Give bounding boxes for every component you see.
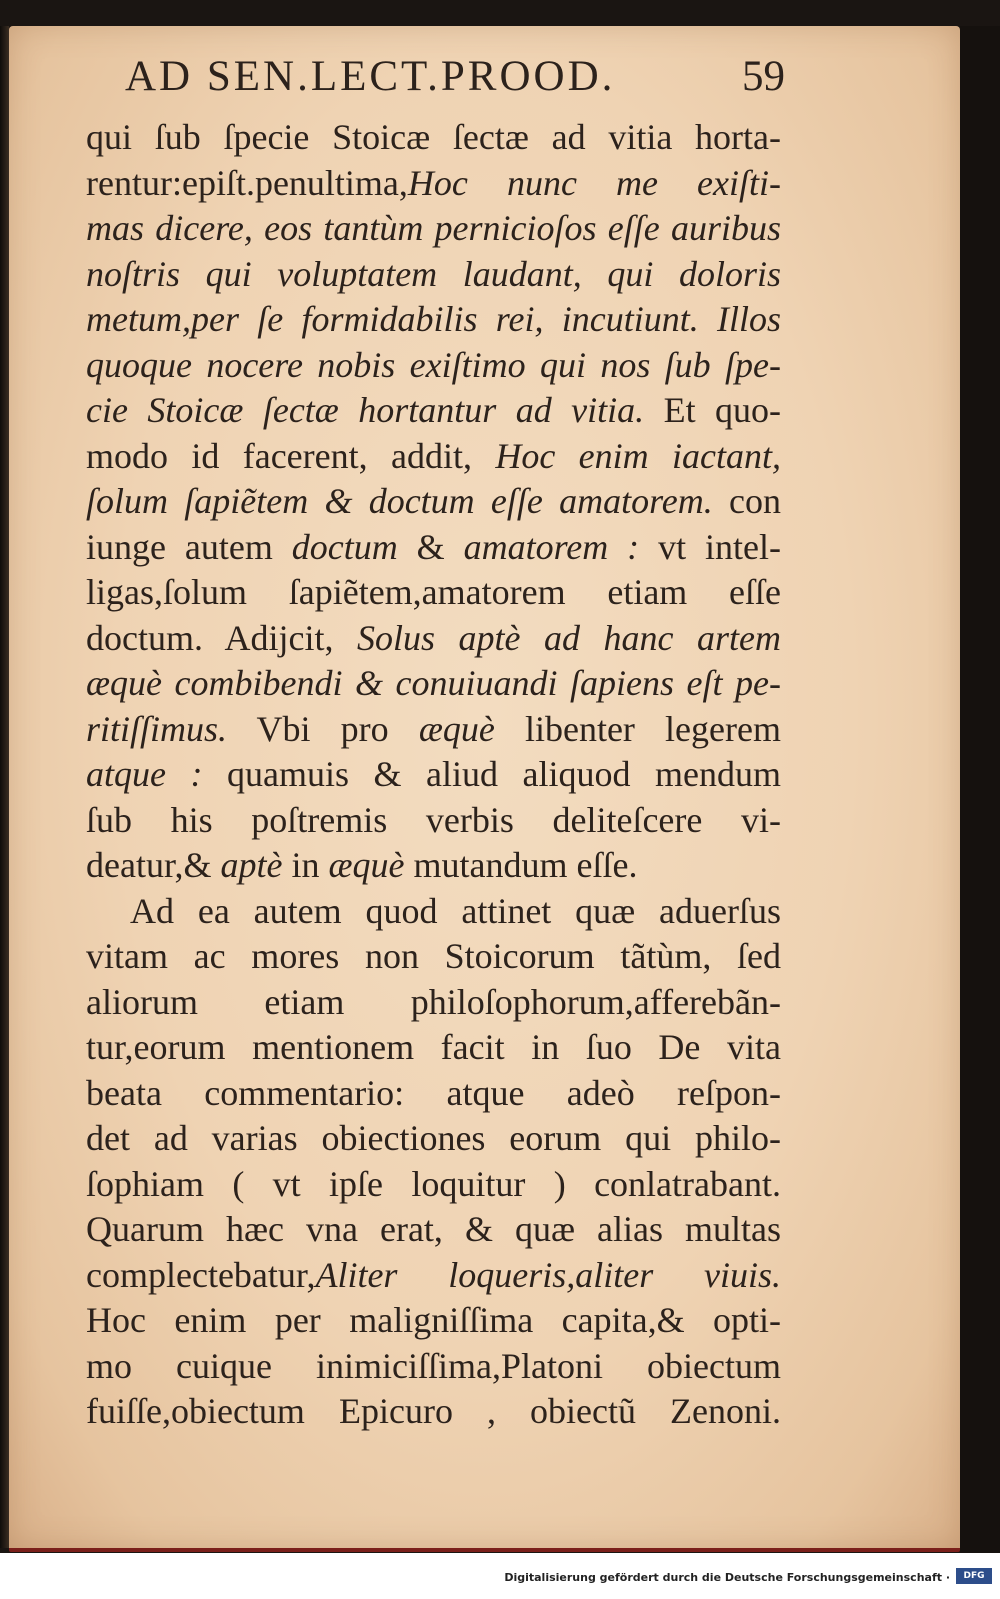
italic-quote: æquè	[418, 708, 495, 749]
text-line	[86, 843, 781, 889]
page-left-edge	[0, 26, 9, 1548]
italic-quote: Solus aptè ad hanc artem	[357, 617, 781, 658]
text-run: Vbi pro	[227, 708, 419, 749]
digitization-credit: Digitalisierung gefördert durch die Deutsche Forschungsgemeinschaft ·	[504, 1571, 950, 1584]
text-line	[86, 434, 781, 480]
italic-quote: æquè	[328, 845, 405, 885]
text-run: Hoc enim per maligniſſima capita,& opti-	[86, 1300, 781, 1340]
running-header	[125, 52, 785, 101]
text-run: ſub his poſtremis verbis deliteſcere vi-	[86, 799, 781, 840]
text-line	[86, 343, 781, 389]
text-run: complectebatur,	[86, 1254, 316, 1295]
italic-quote: æquè combibendi & conuiuandi ſapiens eſt pe-	[86, 663, 781, 703]
text-run: in	[282, 845, 329, 885]
italic-quote: quoque nocere nobis exiſtimo qui nos ſub ſpe-	[86, 344, 781, 385]
italic-quote: mas dicere, eos tantùm pernicioſos eſſe auribus	[86, 208, 781, 248]
text-run: fuiſſe,obiectum Epicuro , obiectũ Zenoni.	[86, 1391, 781, 1431]
text-line	[86, 1344, 781, 1390]
text-run: tur,eorum mentionem facit in ſuo De vita	[86, 1027, 781, 1067]
text-run: &	[397, 526, 464, 567]
text-line	[86, 798, 781, 844]
text-run: Et quo-	[644, 390, 782, 430]
text-line	[86, 297, 781, 343]
text-line	[86, 388, 781, 434]
page-number: 59	[742, 53, 785, 100]
text-line	[86, 1207, 781, 1253]
text-line	[86, 752, 781, 798]
italic-quote: ſolum ſapiẽtem & doctum eſſe amatorem.	[86, 481, 713, 521]
footer-bar	[0, 1553, 1000, 1599]
dfg-logo: DFG	[956, 1568, 992, 1584]
text-line	[86, 1253, 781, 1299]
text-line	[86, 525, 781, 571]
italic-quote: cie Stoicæ ſectæ hortantur ad vitia.	[86, 390, 645, 430]
text-line	[86, 479, 781, 525]
italic-quote: Aliter loqueris,aliter viuis.	[315, 1254, 781, 1295]
text-run: libenter legerem	[494, 708, 781, 749]
italic-quote: amatorem :	[463, 526, 640, 567]
italic-quote: Hoc nunc me exiſti-	[407, 162, 781, 203]
text-line	[86, 161, 781, 207]
text-line	[86, 616, 781, 662]
text-line	[86, 707, 781, 753]
text-run: rentur:epiſt.penultima,	[86, 162, 408, 203]
text-line	[86, 661, 781, 707]
text-run: det ad varias obiectiones eorum qui philo-	[86, 1118, 781, 1158]
text-run: Ad ea autem quod attinet quæ aduerſus	[130, 890, 781, 931]
body-text	[86, 115, 781, 1435]
text-run: modo id facerent, addit,	[86, 435, 496, 476]
text-run: Quarum hæc vna erat, & quæ alias multas	[86, 1209, 781, 1249]
running-title: AD SEN.LECT.PROOD.	[125, 53, 616, 100]
italic-quote: ritiſſimus.	[86, 708, 228, 749]
page-right-edge	[960, 26, 1000, 1553]
text-line	[86, 1071, 781, 1117]
text-line	[86, 934, 781, 980]
text-line	[86, 570, 781, 616]
text-run: con	[712, 481, 781, 521]
text-run: iunge autem	[86, 526, 292, 567]
text-line	[86, 980, 781, 1026]
text-line	[86, 1389, 781, 1435]
text-line	[86, 1298, 781, 1344]
italic-quote: doctum	[291, 526, 398, 567]
text-line	[86, 1162, 781, 1208]
text-line	[86, 1116, 781, 1162]
text-run: deatur,&	[86, 845, 221, 885]
text-line	[86, 1025, 781, 1071]
text-run: mutandum eſſe.	[404, 845, 638, 885]
text-run: beata commentario: atque adeò reſpon-	[86, 1072, 781, 1113]
italic-quote: Hoc enim iactant,	[495, 435, 781, 476]
text-run: mo cuique inimiciſſima,Platoni obiectum	[86, 1345, 781, 1386]
text-line	[86, 206, 781, 252]
italic-quote: aptè	[220, 845, 283, 885]
text-run: ligas,ſolum ſapiẽtem,amatorem etiam eſſe	[86, 572, 781, 612]
italic-quote: atque :	[86, 754, 203, 794]
italic-quote: noſtris qui voluptatem laudant, qui doloris	[86, 253, 781, 294]
text-line	[86, 115, 781, 161]
text-run: aliorum etiam philoſophorum,afferebãn-	[86, 981, 781, 1022]
text-run: vitam ac mores non Stoicorum tãtùm, ſed	[86, 936, 781, 976]
text-run: qui ſub ſpecie Stoicæ ſectæ ad vitia horta-	[86, 117, 781, 157]
text-line	[86, 889, 781, 935]
text-run: doctum. Adijcit,	[86, 617, 357, 658]
text-line	[86, 252, 781, 298]
italic-quote: metum,per ſe formidabilis rei, incutiunt. Illos	[86, 299, 781, 339]
text-run: ſophiam ( vt ipſe loquitur ) conlatrabant.	[86, 1163, 781, 1204]
text-run: vt intel-	[639, 526, 781, 567]
text-run: quamuis & aliud aliquod mendum	[202, 754, 781, 794]
